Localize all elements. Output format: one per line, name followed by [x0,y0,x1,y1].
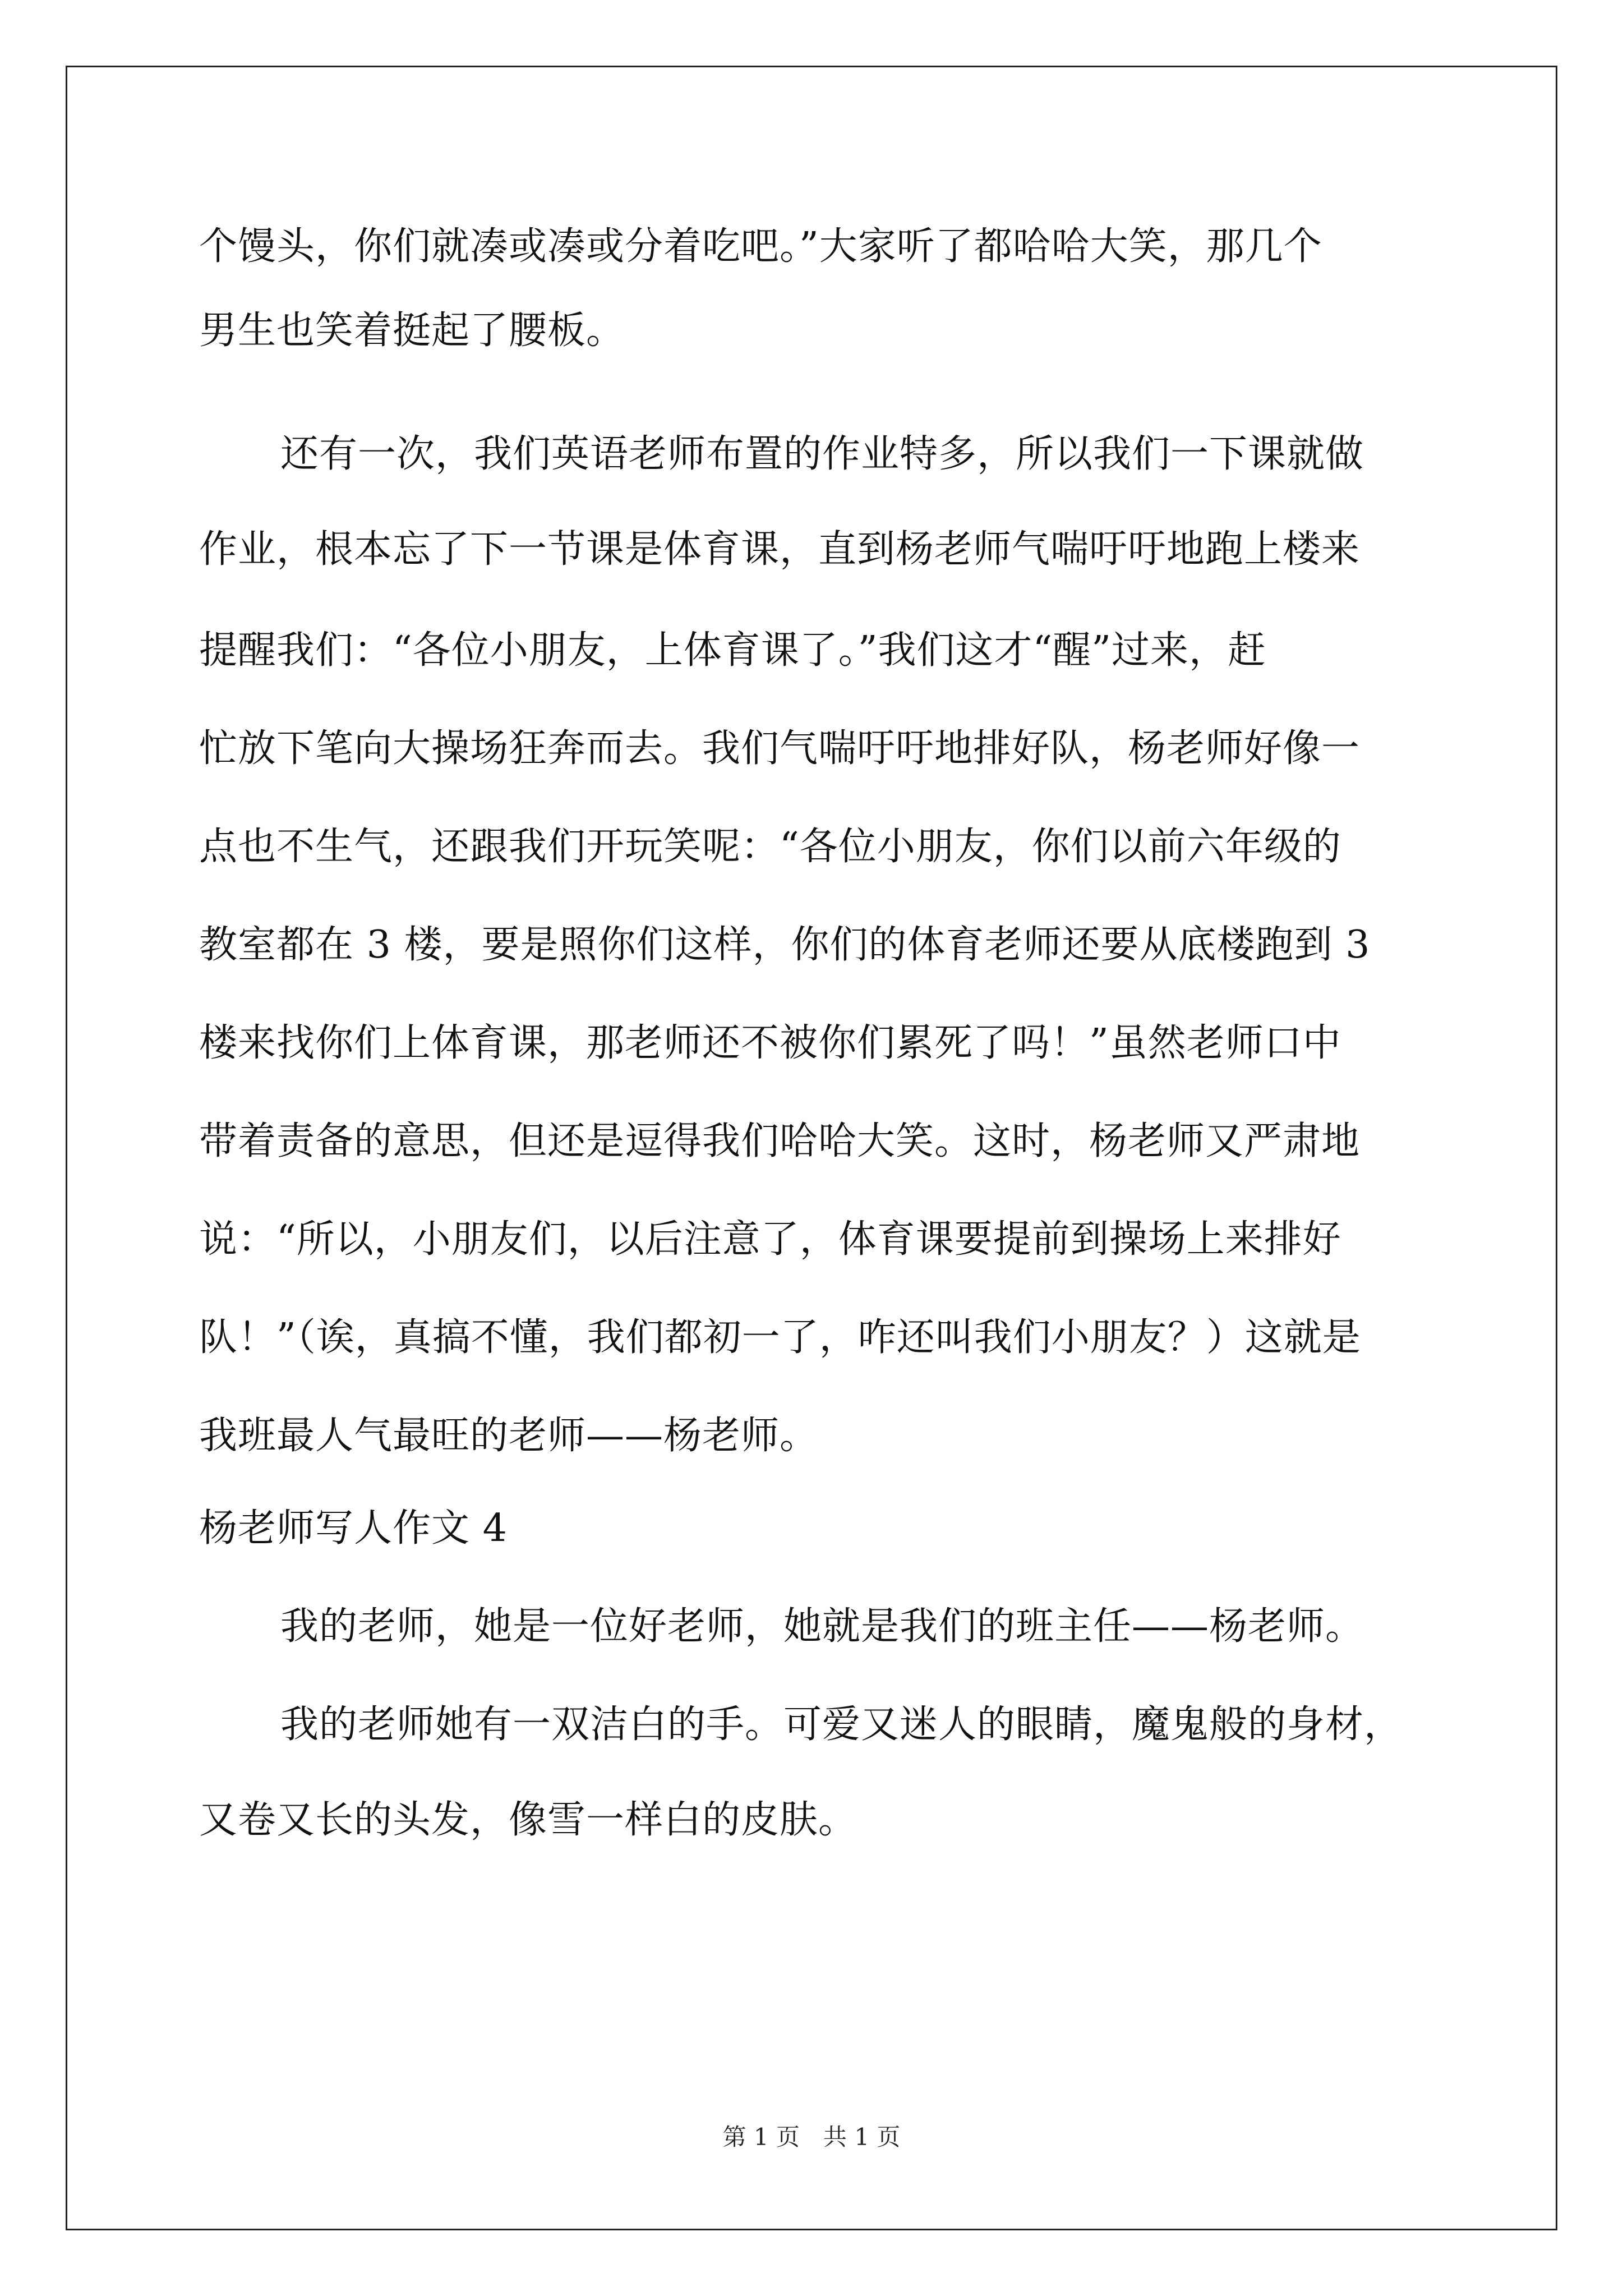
page-footer: 第 1 页 共 1 页 [722,2123,901,2151]
paragraph-line: 男生也笑着挺起了腰板。 [199,309,625,353]
paragraph-line: 又卷又长的头发，像雪一样白的皮肤。 [199,1798,857,1842]
section-heading: 杨老师写人作文 4 [199,1506,508,1550]
paragraph-line: 还有一次，我们英语老师布置的作业特多，所以我们一下课就做 [280,432,1364,476]
paragraph-line: 楼来找你们上体育课，那老师还不被你们累死了吗！”虽然老师口中 [199,1021,1341,1065]
paragraph-line: 点也不生气，还跟我们开玩笑呢：“各位小朋友，你们以前六年级的 [199,825,1341,869]
paragraph-line: 个馒头，你们就凑或凑或分着吃吧。”大家听了都哈哈大笑，那几个 [199,224,1322,269]
paragraph-line: 提醒我们：“各位小朋友，上体育课了。”我们这才“醒”过来，赶 [199,628,1267,673]
paragraph-line: 作业，根本忘了下一节课是体育课，直到杨老师气喘吁吁地跑上楼来 [199,527,1361,572]
paragraph-line: 队！”（诶，真搞不懂，我们都初一了，咋还叫我们小朋友？）这就是 [199,1315,1361,1360]
paragraph-line: 说：“所以，小朋友们，以后注意了，体育课要提前到操场上来排好 [199,1217,1341,1262]
paragraph-line: 教室都在 3 楼，要是照你们这样，你们的体育老师还要从底楼跑到 3 [199,923,1371,967]
paragraph-line: 忙放下笔向大操场狂奔而去。我们气喘吁吁地排好队，杨老师好像一 [199,726,1361,771]
paragraph-line: 我的老师她有一双洁白的手。可爱又迷人的眼睛，魔鬼般的身材， [280,1703,1403,1747]
paragraph-line: 我班最人气最旺的老师——杨老师。 [199,1414,819,1458]
paragraph-line: 我的老师，她是一位好老师，她就是我们的班主任——杨老师。 [280,1604,1364,1649]
paragraph-line: 带着责备的意思，但还是逗得我们哈哈大笑。这时，杨老师又严肃地 [199,1119,1361,1163]
